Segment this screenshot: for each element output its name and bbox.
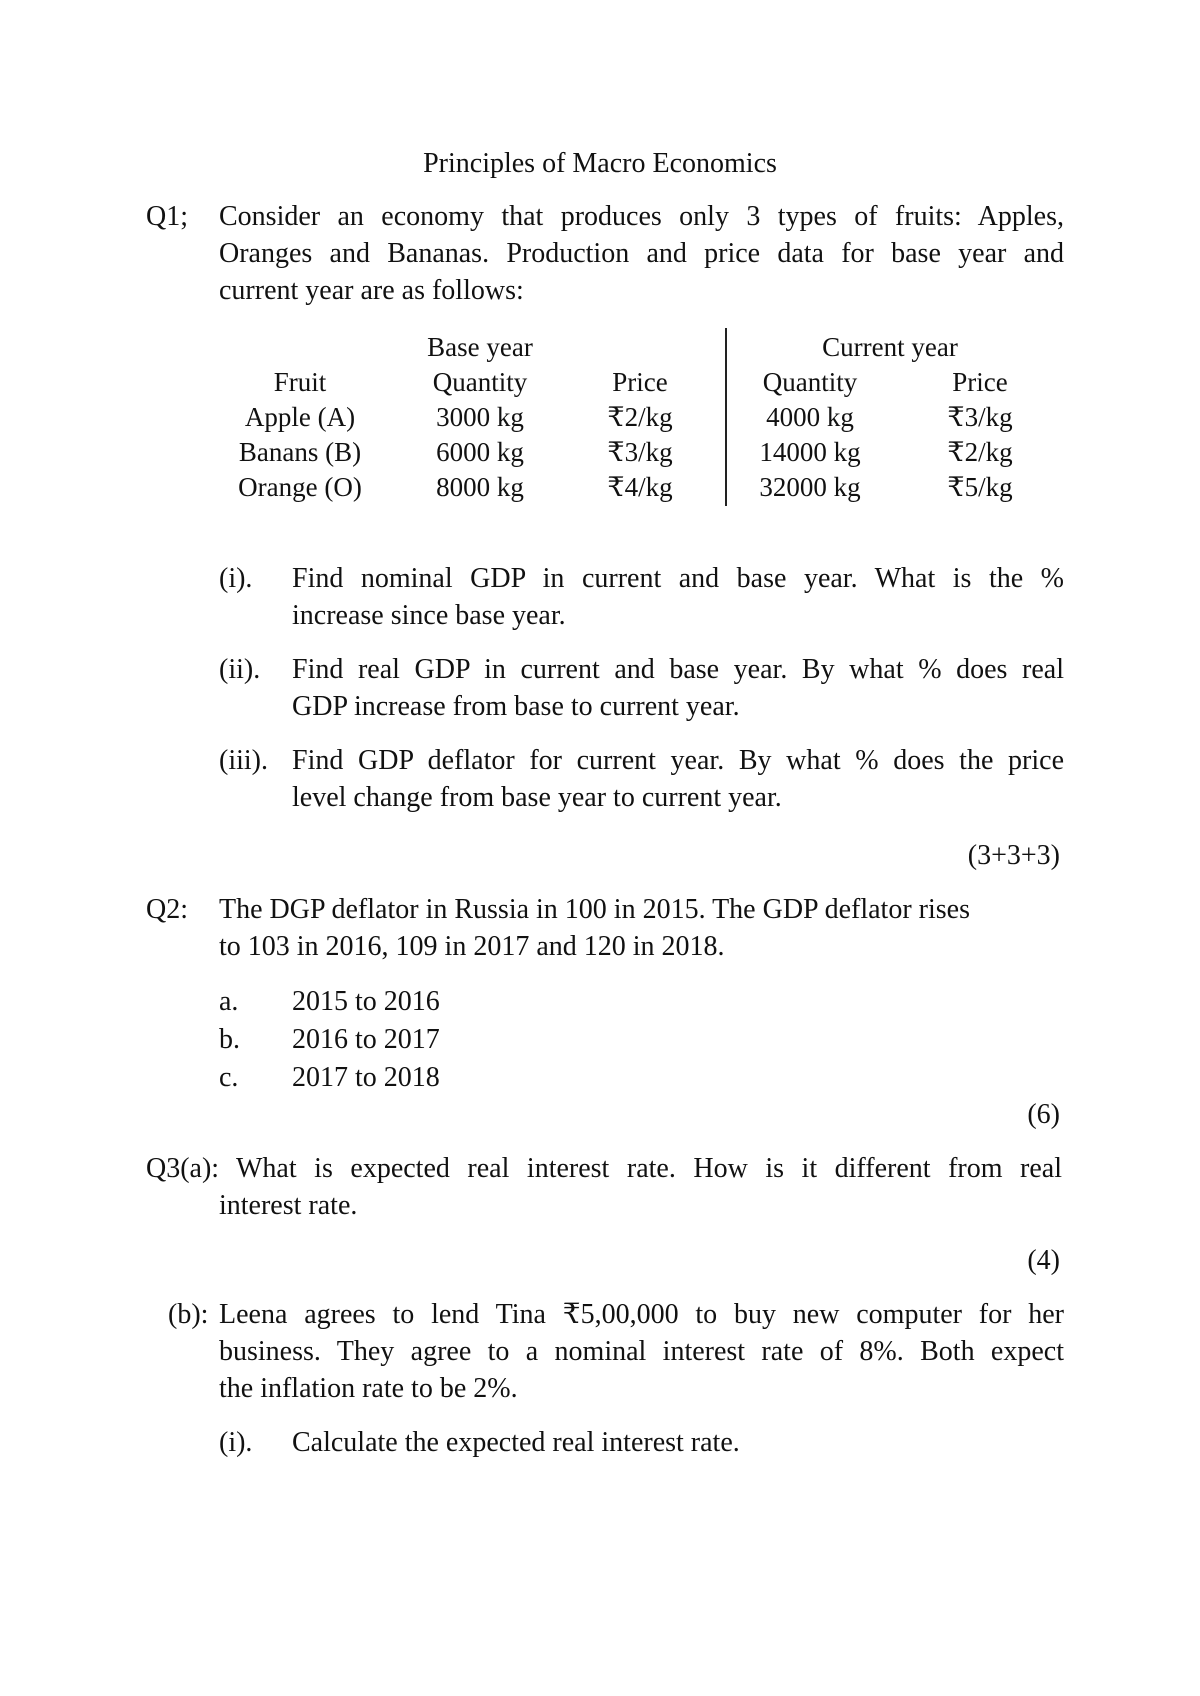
q3b-part-i-text: Calculate the expected real interest rate.	[292, 1427, 740, 1458]
list-item-marker: a.	[219, 986, 239, 1017]
table-cell-base-quantity: 8000 kg	[436, 472, 524, 502]
q3b-line-2: business. They agree to a nominal interest rate of 8%. Both expect	[219, 1336, 1064, 1367]
q1-part-iii-marker: (iii).	[219, 745, 268, 776]
table-cell-current-price: ₹5/kg	[947, 472, 1013, 502]
q2-label: Q2:	[146, 894, 188, 925]
table-cell-fruit: Banans (B)	[238, 437, 362, 467]
q3a-label: Q3(a):	[146, 1153, 220, 1184]
list-item-text: 2015 to 2016	[292, 986, 440, 1017]
q1-part-i-line-1: Find nominal GDP in current and base year. What is the %	[292, 563, 1064, 594]
table-cell-current-price: ₹2/kg	[947, 437, 1013, 467]
table-cell-base-quantity: 3000 kg	[436, 402, 524, 432]
table-group-base-year: Base year	[427, 332, 533, 362]
q2-line-1: The DGP deflator in Russia in 100 in 2015. The GDP deflator rises	[219, 894, 970, 925]
q3a-line-1: What is expected real interest rate. How is it different from real	[236, 1153, 1062, 1184]
q3b-label: (b):	[168, 1299, 209, 1330]
table-cell-fruit: Orange (O)	[238, 472, 362, 502]
table-cell-current-quantity: 14000 kg	[759, 437, 861, 467]
q3a-marks: (4)	[1027, 1245, 1060, 1276]
table-cell-base-price: ₹3/kg	[607, 437, 673, 467]
list-item-text: 2016 to 2017	[292, 1024, 440, 1055]
table-cell-current-quantity: 32000 kg	[759, 472, 861, 502]
q2-marks: (6)	[1027, 1099, 1060, 1130]
q1-marks: (3+3+3)	[967, 840, 1060, 871]
table-cell-fruit: Apple (A)	[244, 402, 356, 432]
q1-line-3: current year are as follows:	[219, 275, 524, 306]
q1-part-ii-line-1: Find real GDP in current and base year. By what % does real	[292, 654, 1064, 685]
q1-line-1: Consider an economy that produces only 3 types of fruits: Apples,	[219, 201, 1064, 232]
q1-part-iii-line-2: level change from base year to current year.	[292, 782, 782, 813]
page-title: Principles of Macro Economics	[423, 148, 777, 179]
list-item-text: 2017 to 2018	[292, 1062, 440, 1093]
table-header-base-quantity: Quantity	[432, 367, 528, 397]
q1-part-i-line-2: increase since base year.	[292, 600, 566, 631]
q1-part-iii-line-1: Find GDP deflator for current year. By what % does the price	[292, 745, 1064, 776]
q3b-line-1: Leena agrees to lend Tina ₹5,00,000 to buy new computer for her	[219, 1299, 1064, 1330]
list-item-marker: c.	[219, 1062, 239, 1093]
q1-part-ii-marker: (ii).	[219, 654, 261, 685]
table-cell-current-price: ₹3/kg	[947, 402, 1013, 432]
table-cell-base-quantity: 6000 kg	[436, 437, 524, 467]
q2-line-2: to 103 in 2016, 109 in 2017 and 120 in 2018.	[219, 931, 725, 962]
q3b-part-i-marker: (i).	[219, 1427, 253, 1458]
table-header-base-price: Price	[612, 367, 668, 397]
table-divider	[725, 328, 727, 506]
q3b-line-3: the inflation rate to be 2%.	[219, 1373, 518, 1404]
q3a-line-2: interest rate.	[219, 1190, 358, 1221]
table-header-current-quantity: Quantity	[762, 367, 858, 397]
table-cell-base-price: ₹2/kg	[607, 402, 673, 432]
table-header-current-price: Price	[952, 367, 1008, 397]
q1-part-i-marker: (i).	[219, 563, 253, 594]
table-header-fruit: Fruit	[273, 367, 327, 397]
table-group-current-year: Current year	[822, 332, 958, 362]
q1-label: Q1;	[146, 201, 188, 232]
table-cell-base-price: ₹4/kg	[607, 472, 673, 502]
table-cell-current-quantity: 4000 kg	[766, 402, 854, 432]
q1-part-ii-line-2: GDP increase from base to current year.	[292, 691, 740, 722]
q1-line-2: Oranges and Bananas. Production and price data for base year and	[219, 238, 1064, 269]
list-item-marker: b.	[219, 1024, 240, 1055]
